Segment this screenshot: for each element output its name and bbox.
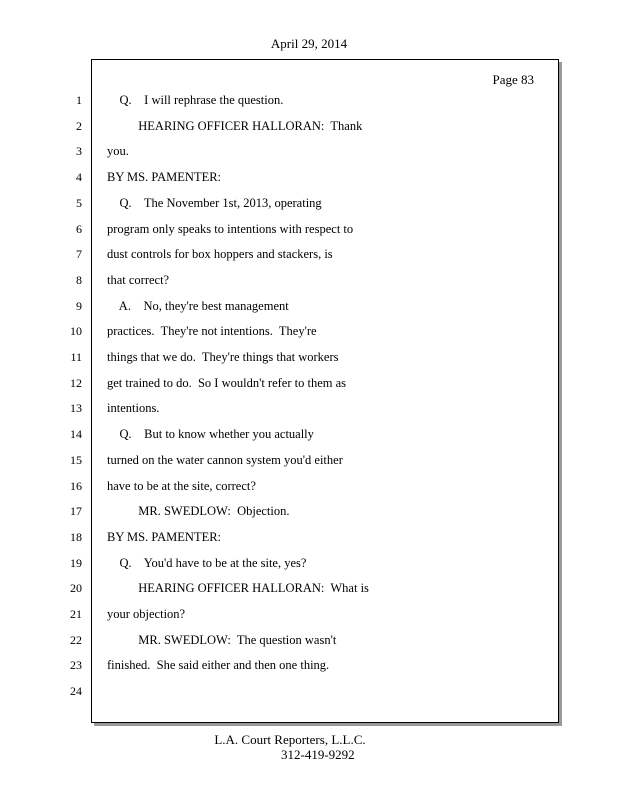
line-text: Q. But to know whether you actually — [107, 427, 314, 441]
line-number: 16 — [70, 479, 82, 493]
line-text: MR. SWEDLOW: Objection. — [107, 504, 290, 518]
line-text: finished. She said either and then one thing. — [107, 658, 330, 672]
line-text: practices. They're not intentions. They're — [107, 324, 317, 338]
line-text: BY MS. PAMENTER: — [107, 530, 222, 544]
line-text: turned on the water cannon system you'd either — [107, 453, 343, 467]
line-text: A. No, they're best management — [107, 299, 289, 313]
line-text: Q. The November 1st, 2013, operating — [107, 196, 322, 210]
line-text: program only speaks to intentions with respect to — [107, 222, 354, 236]
line-text: MR. SWEDLOW: The question wasn't — [107, 633, 337, 647]
line-number: 13 — [70, 401, 82, 415]
court-reporter-phone: 312-419-9292 — [281, 747, 355, 762]
line-text: your objection? — [107, 607, 186, 621]
line-text: get trained to do. So I wouldn't refer to them as — [107, 376, 347, 390]
line-number: 3 — [76, 144, 82, 158]
line-number: 24 — [70, 684, 82, 698]
line-number: 8 — [76, 273, 82, 287]
line-number: 10 — [70, 324, 82, 338]
page-number: Page 83 — [492, 72, 534, 87]
transcript-date: April 29, 2014 — [270, 36, 348, 51]
line-number: 19 — [70, 556, 82, 570]
line-number: 20 — [70, 581, 82, 595]
transcript-page-frame — [91, 59, 559, 723]
line-text: that correct? — [107, 273, 170, 287]
line-number: 22 — [70, 633, 82, 647]
line-number: 9 — [76, 299, 82, 313]
line-text: have to be at the site, correct? — [107, 479, 256, 493]
line-text: dust controls for box hoppers and stackers, is — [107, 247, 333, 261]
line-text: HEARING OFFICER HALLORAN: Thank — [107, 119, 363, 133]
line-number: 14 — [70, 427, 82, 441]
line-text: BY MS. PAMENTER: — [107, 170, 222, 184]
line-text: you. — [107, 144, 129, 158]
line-number: 17 — [70, 504, 82, 518]
line-number: 1 — [76, 93, 82, 107]
line-number: 15 — [70, 453, 82, 467]
line-text: Q. You'd have to be at the site, yes? — [107, 556, 307, 570]
line-number: 11 — [70, 350, 82, 364]
line-number: 21 — [70, 607, 82, 621]
line-number: 18 — [70, 530, 82, 544]
line-text: intentions. — [107, 401, 160, 415]
line-number: 2 — [76, 119, 82, 133]
line-number: 7 — [76, 247, 82, 261]
line-number: 4 — [76, 170, 82, 184]
line-number: 6 — [76, 222, 82, 236]
line-text: HEARING OFFICER HALLORAN: What is — [107, 581, 369, 595]
line-number: 12 — [70, 376, 82, 390]
line-number: 23 — [70, 658, 82, 672]
line-text: things that we do. They're things that workers — [107, 350, 339, 364]
line-number: 5 — [76, 196, 82, 210]
line-text: Q. I will rephrase the question. — [107, 93, 284, 107]
court-reporter-firm: L.A. Court Reporters, L.L.C. — [214, 732, 366, 747]
